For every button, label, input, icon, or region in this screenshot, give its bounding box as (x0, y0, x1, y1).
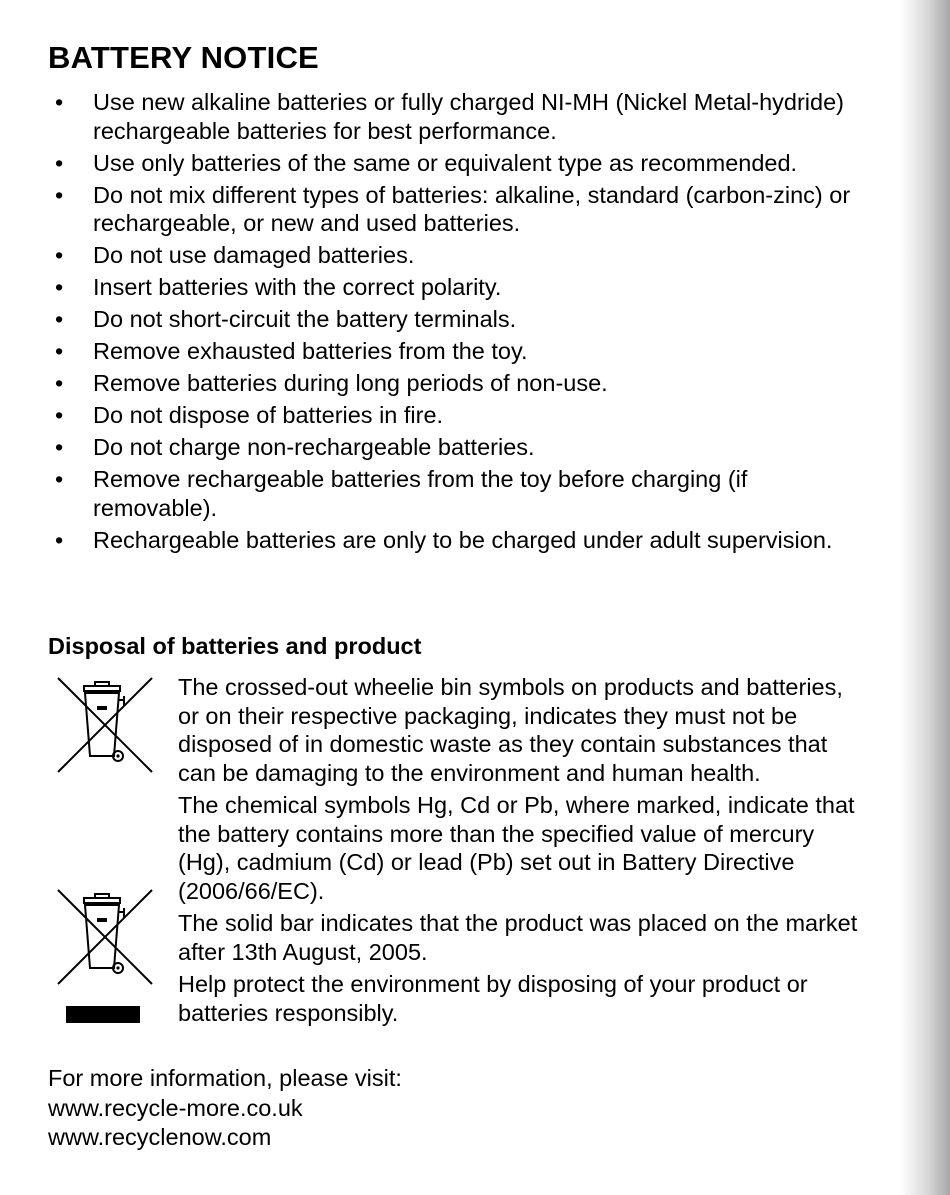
list-item: • Do not dispose of batteries in fire. (55, 402, 444, 428)
list-item: • Insert batteries with the correct polarity. (55, 274, 502, 300)
list-item: • Do not short-circuit the battery terminals. (55, 306, 517, 332)
list-item: • Do not use damaged batteries. (55, 242, 415, 268)
list-item: • Remove exhausted batteries from the toy. (55, 338, 528, 364)
page-edge-shading (900, 0, 950, 1195)
crossed-out-wheelie-bin-icon (54, 888, 158, 986)
disposal-paragraph: The crossed-out wheelie bin symbols on products and batteries, or on their respective packaging, indicates they must not be disposed of in domestic waste as they contain substances that can be damaging to the environment and human health. (178, 674, 843, 786)
more-info (48, 1064, 402, 1153)
list-item: • Use new alkaline batteries or fully charged NI-MH (Nickel Metal-hydride) rechargeable batteries for best performance. (55, 89, 844, 144)
battery-rules-list (48, 88, 858, 558)
disposal-heading: Disposal of batteries and product (48, 633, 422, 659)
page-title: BATTERY NOTICE (48, 40, 319, 75)
recyclenow-link[interactable]: www.recyclenow.com (48, 1124, 272, 1150)
list-item: • Remove rechargeable batteries from the toy before charging (if removable). (55, 466, 748, 521)
list-item: • Remove batteries during long periods of non-use. (55, 370, 608, 396)
disposal-paragraph: Help protect the environment by disposing of your product or batteries responsibly. (178, 971, 808, 1026)
disposal-paragraph: The solid bar indicates that the product was placed on the market after 13th August, 2005. (178, 910, 858, 965)
recycle-more-link[interactable]: www.recycle-more.co.uk (48, 1094, 303, 1121)
disposal-text (178, 673, 868, 1031)
list-item: • Do not charge non-rechargeable batteries. (55, 434, 535, 460)
list-item: • Rechargeable batteries are only to be charged under adult supervision. (55, 526, 833, 553)
solid-bar-icon (66, 1006, 140, 1023)
crossed-out-wheelie-bin-icon (54, 676, 158, 774)
list-item: • Use only batteries of the same or equivalent type as recommended. (55, 149, 798, 176)
list-item: • Do not mix different types of batteries: alkaline, standard (carbon-zinc) or rechargeable, or new and used batteries. (55, 181, 851, 236)
more-info-label: For more information, please visit: (48, 1065, 402, 1091)
disposal-paragraph: The chemical symbols Hg, Cd or Pb, where marked, indicate that the battery contains more than the specified value of mercury (Hg), cadmium (Cd) or lead (Pb) set out in Battery Directive (2006/66/EC). (178, 792, 855, 904)
